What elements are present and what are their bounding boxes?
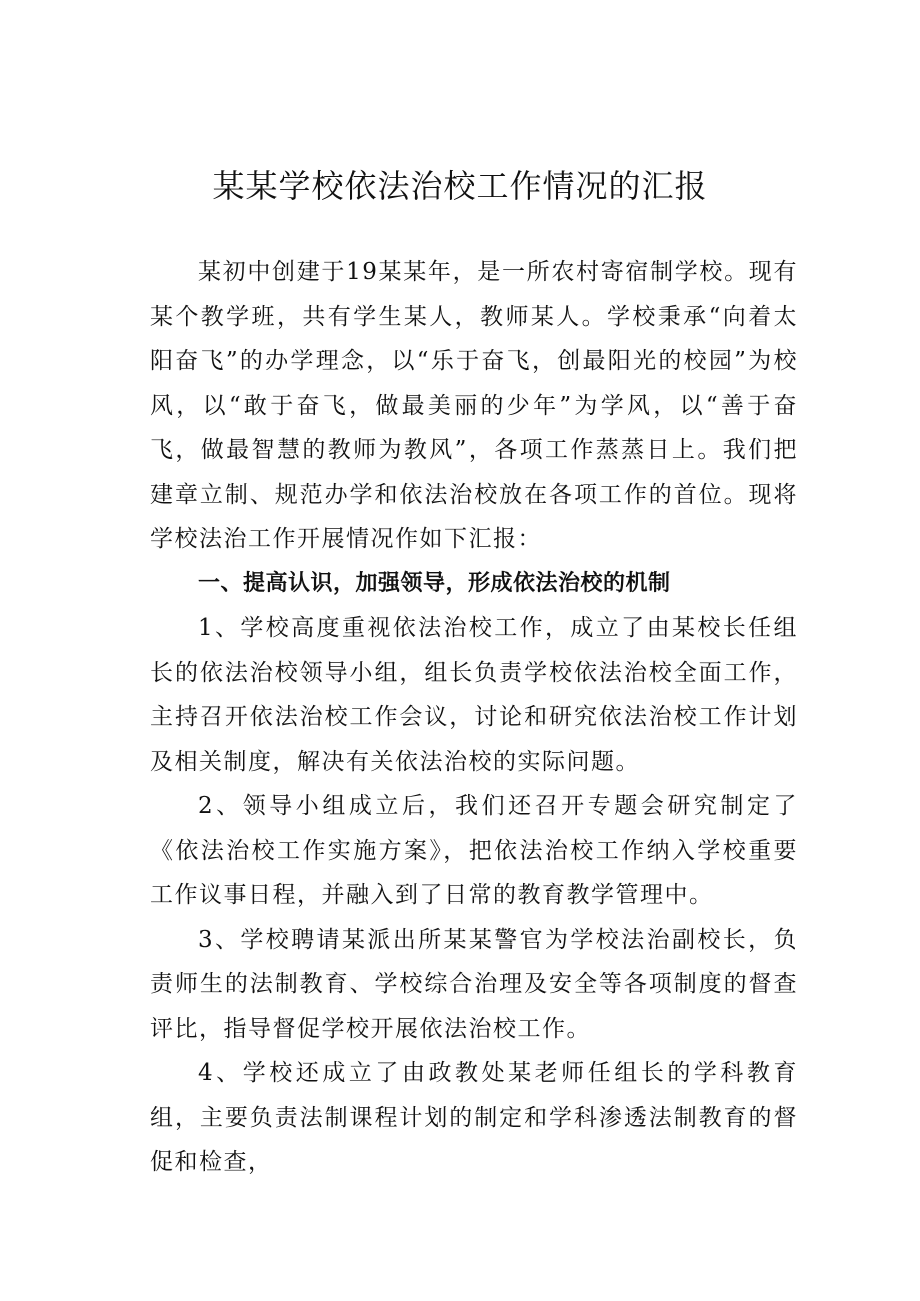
list-item-4: 4、学校还成立了由政教处某老师任组长的学科教育组，主要负责法制课程计划的制定和学科渗透法制教育的督促和检查，: [150, 1060, 798, 1175]
section-heading-1: 一、提高认识，加强领导，形成依法治校的机制: [198, 570, 671, 596]
list-item-3: 3、学校聘请某派出所某某警官为学校法治副校长，负责师生的法制教育、学校综合治理及安全等各项制度的督查评比，指导督促学校开展依法治校工作。: [150, 926, 798, 1042]
document-title: 某某学校依法治校工作情况的汇报: [212, 167, 708, 205]
list-item-2: 2、领导小组成立后，我们还召开专题会研究制定了《依法治校工作实施方案》，把依法治校工作纳入学校重要工作议事日程，并融入到了日常的教育教学管理中。: [150, 793, 798, 908]
intro-paragraph: 某初中创建于19某某年，是一所农村寄宿制学校。现有某个教学班，共有学生某人，教师某人。学校秉承“向着太阳奋飞”的办学理念，以“乐于奋飞，创最阳光的校园”为校风，以“敢于奋飞，做最美丽的少年”为学风，以“善于奋飞，做最智慧的教师为教风”，各项工作蒸蒸日上。我们把建章立制、规范办学和依法治校放在各项工作的首位。现将学校法治工作开展情况作如下汇报：: [150, 259, 798, 552]
document-body: [150, 250, 798, 1185]
list-item-1: 1、学校高度重视依法治校工作，成立了由某校长任组长的依法治校领导小组，组长负责学校依法治校全面工作，主持召开依法治校工作会议，讨论和研究依法治校工作计划及相关制度，解决有关依法治校的实际问题。: [150, 615, 798, 775]
